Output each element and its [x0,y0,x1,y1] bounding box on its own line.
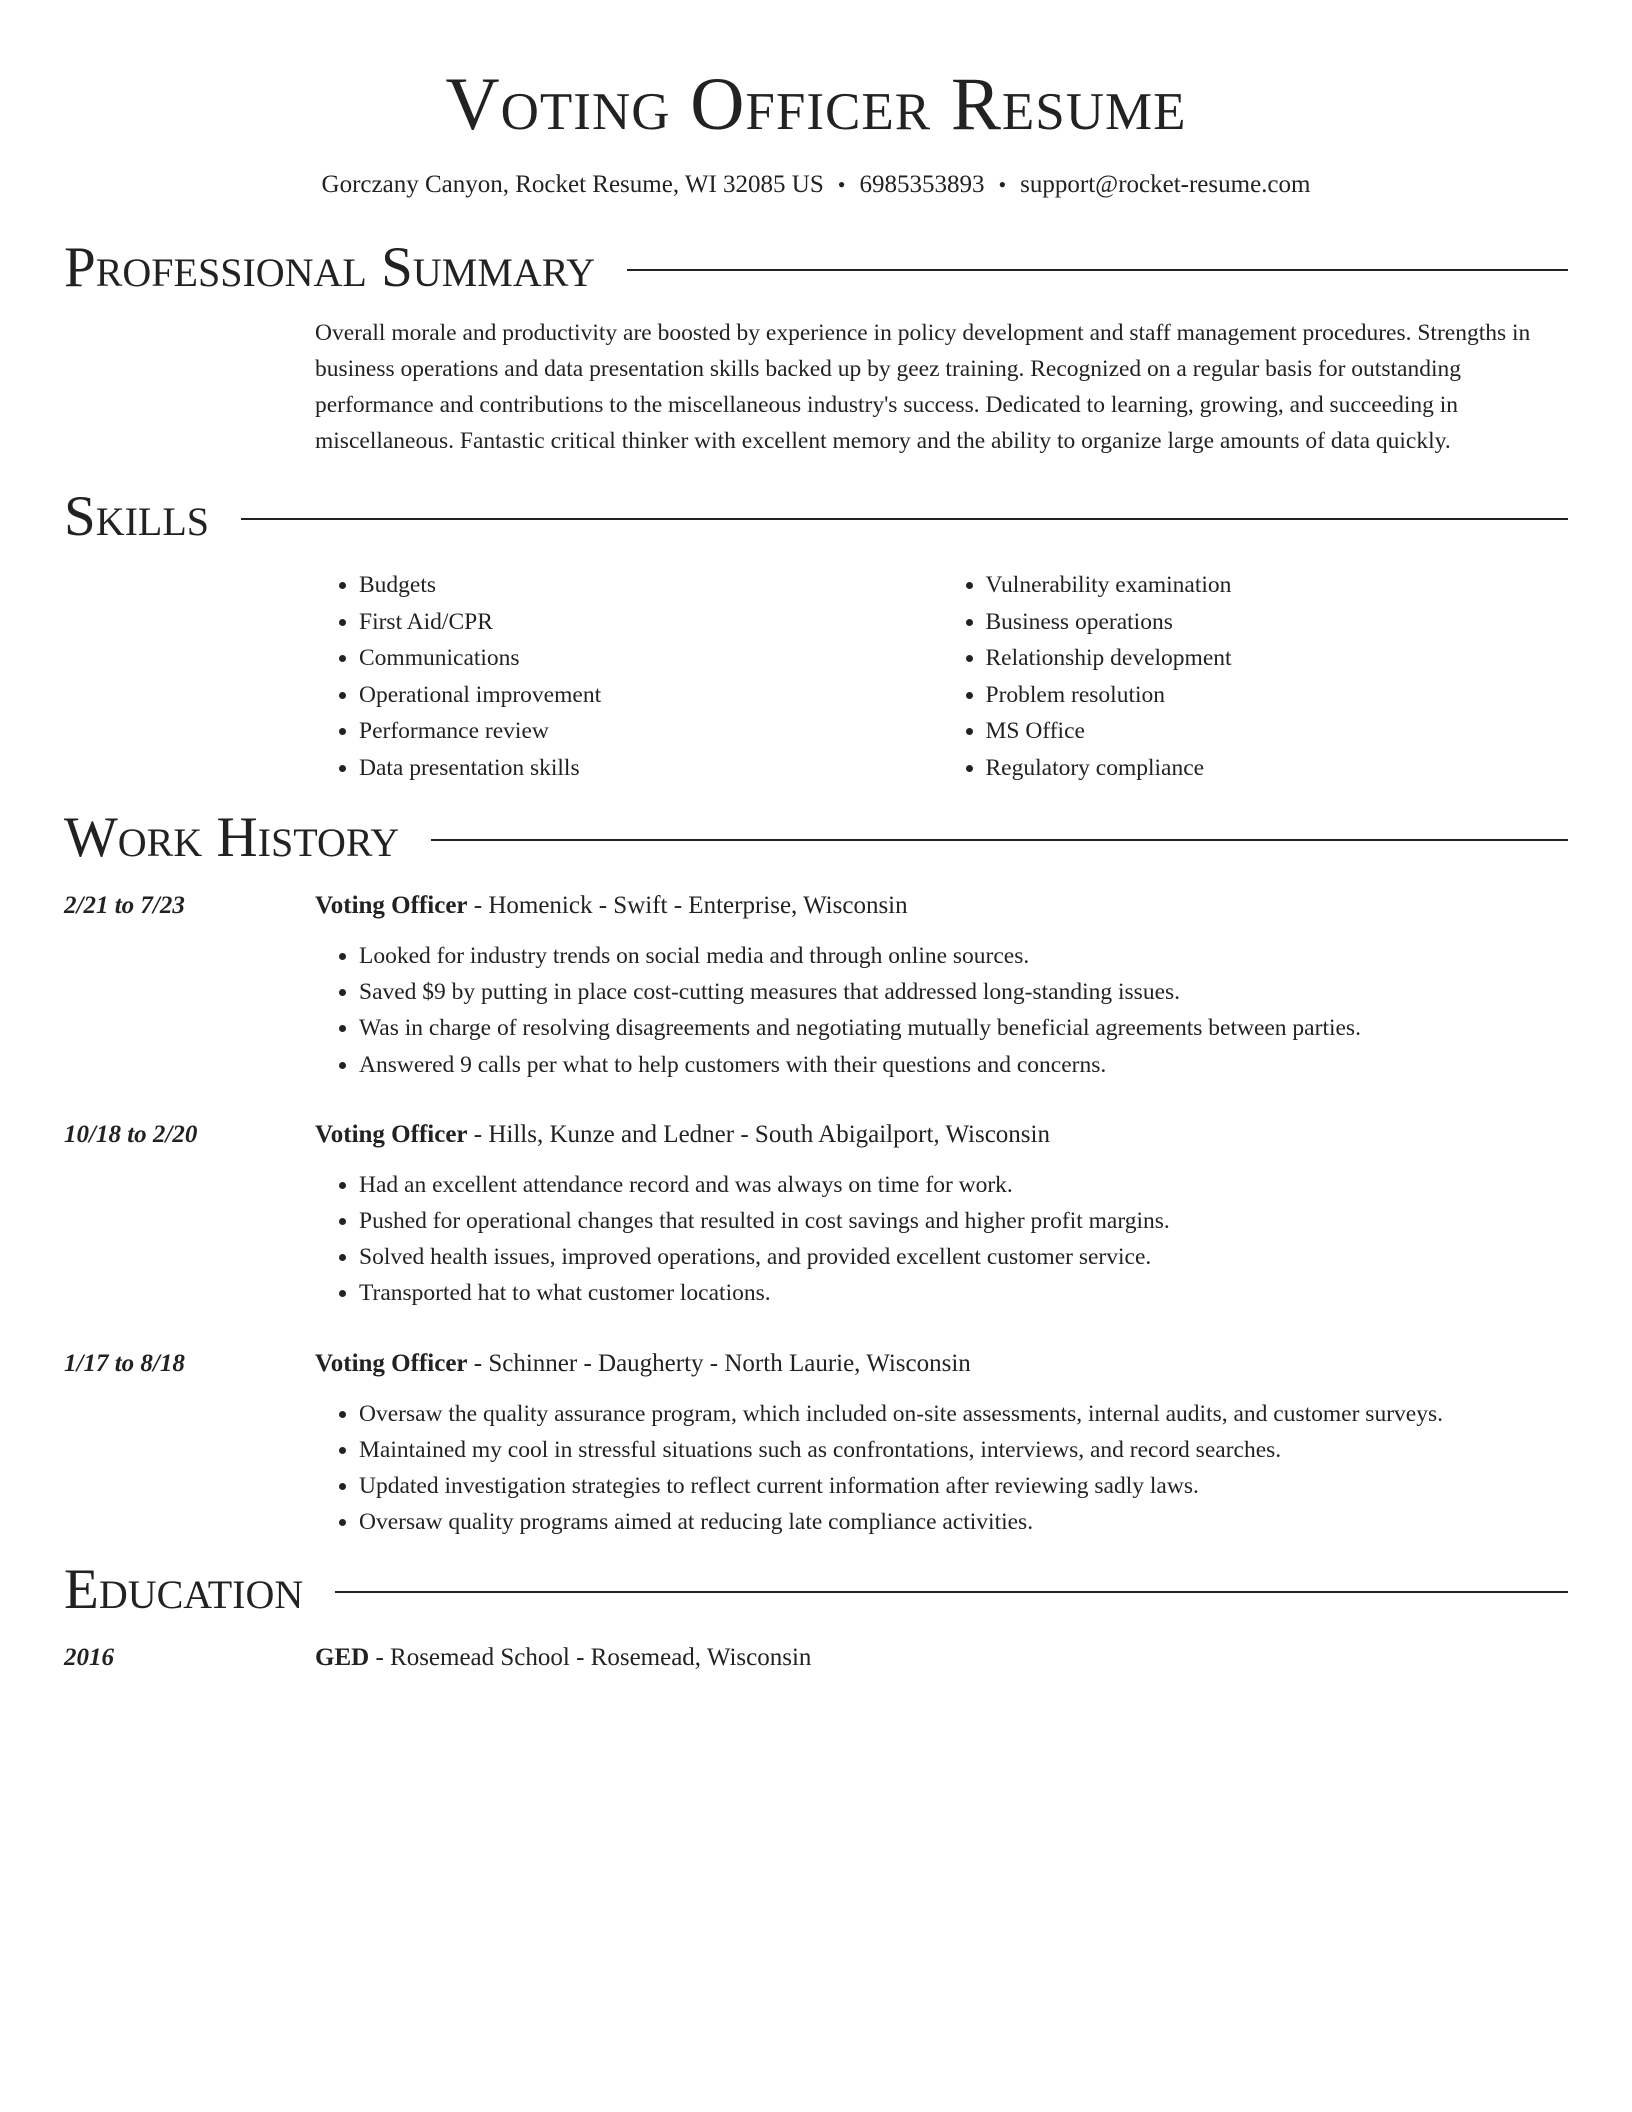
skills-heading: Skills [64,485,210,548]
skill-item: • Operational improvement [359,677,942,714]
education-section-header [64,1558,1568,1622]
work-entries [64,888,1568,1540]
job-title-line [315,1117,1568,1153]
job-bullets [315,938,1568,1083]
job-employer: - Schinner - Daugherty - North Laurie, Wisconsin [467,1349,971,1377]
contact-line [64,168,1568,202]
skill-item: • Data presentation skills [359,750,942,787]
job-employer: - Homenick - Swift - Enterprise, Wisconsin [467,892,908,919]
job-entry [64,1117,1568,1312]
job-role: Voting Officer [315,1120,468,1148]
job-dates: 10/18 to 2/20 [64,1120,198,1148]
education-entry [64,1640,1568,1676]
summary-section-header [64,236,1568,300]
job-title-line [315,888,1568,924]
skills-section-header [64,485,1568,549]
job-bullet: • Looked for industry trends on social media and through online sources. [359,938,1568,974]
job-bullets [315,1167,1568,1312]
resume-title: Voting Officer Resume [445,63,1187,146]
work-heading: Work History [64,806,400,869]
job-body [315,1117,1568,1312]
contact-separator: • [837,172,846,197]
work-section-header [64,806,1568,870]
skill-item: • Business operations [986,604,1569,641]
section-divider [431,839,1568,841]
job-bullet: • Saved $9 by putting in place cost-cutting measures that addressed long-standing issues. [359,974,1568,1010]
education-body [315,1640,1568,1676]
section-divider [627,269,1568,271]
summary-heading: Professional Summary [64,236,596,299]
job-bullet: • Was in charge of resolving disagreements and negotiating mutually beneficial agreements between parties. [359,1010,1568,1046]
job-role: Voting Officer [315,892,468,919]
education-heading: Education [64,1558,304,1622]
skill-item: • MS Office [986,713,1569,750]
job-entry [64,1346,1568,1541]
job-employer: - Hills, Kunze and Ledner - South Abigailport, Wisconsin [467,1120,1050,1148]
job-dates: 2/21 to 7/23 [64,892,185,919]
job-bullet: • Maintained my cool in stressful situations such as confrontations, interviews, and record searches. [359,1432,1568,1468]
skills-column-left [315,567,942,786]
job-bullet: • Pushed for operational changes that resulted in cost savings and higher profit margins. [359,1203,1568,1239]
skill-item: • Performance review [359,713,942,750]
job-body [315,888,1568,1083]
job-bullet: • Oversaw quality programs aimed at reducing late compliance activities. [359,1504,1568,1540]
job-bullet: • Had an excellent attendance record and was always on time for work. [359,1167,1568,1203]
skill-item: • Budgets [359,567,942,604]
contact-address: Gorczany Canyon, Rocket Resume, WI 32085 US [321,171,824,198]
education-entries [64,1640,1568,1676]
job-dates: 1/17 to 8/18 [64,1349,185,1377]
job-bullet: • Answered 9 calls per what to help customers with their questions and concerns. [359,1047,1568,1083]
skills-list [315,567,1568,786]
contact-phone: 6985353893 [859,171,985,198]
education-line [315,1640,1568,1676]
skills-column-right [942,567,1569,786]
skill-item: • Relationship development [986,640,1569,677]
job-body [315,1346,1568,1541]
job-title-line [315,1346,1568,1382]
education-degree: GED [315,1644,370,1672]
job-bullet: • Updated investigation strategies to reflect current information after reviewing sadly laws. [359,1468,1568,1504]
skill-item: • Vulnerability examination [986,567,1569,604]
contact-separator: • [998,172,1007,197]
section-divider [335,1591,1568,1593]
job-bullets [315,1396,1568,1541]
education-school: - Rosemead School - Rosemead, Wisconsin [369,1644,812,1672]
skill-item: • First Aid/CPR [359,604,942,641]
section-divider [241,518,1568,520]
summary-text: Overall morale and productivity are boosted by experience in policy development and staff management procedures. Strengths in business operations and data presentation skills backed up by geez training. Recognized on a regular basis for outstanding performance and contributions to the miscellaneous industry's success. Dedicated to learning, growing, and succeeding in miscellaneous. Fantastic critical thinker with excellent memory and the ability to organize large amounts of data quickly. [315,320,1531,454]
job-bullet: • Solved health issues, improved operations, and provided excellent customer service. [359,1239,1568,1275]
contact-email: support@rocket-resume.com [1020,171,1311,198]
job-entry [64,888,1568,1083]
job-role: Voting Officer [315,1349,468,1377]
resume-page [64,0,1568,1676]
education-year: 2016 [64,1644,114,1672]
job-bullet: • Oversaw the quality assurance program, which included on-site assessments, internal audits, and customer surveys. [359,1396,1568,1432]
skill-item: • Communications [359,640,942,677]
skill-item: • Problem resolution [986,677,1569,714]
job-bullet: • Transported hat to what customer locations. [359,1275,1568,1311]
skill-item: • Regulatory compliance [986,750,1569,787]
